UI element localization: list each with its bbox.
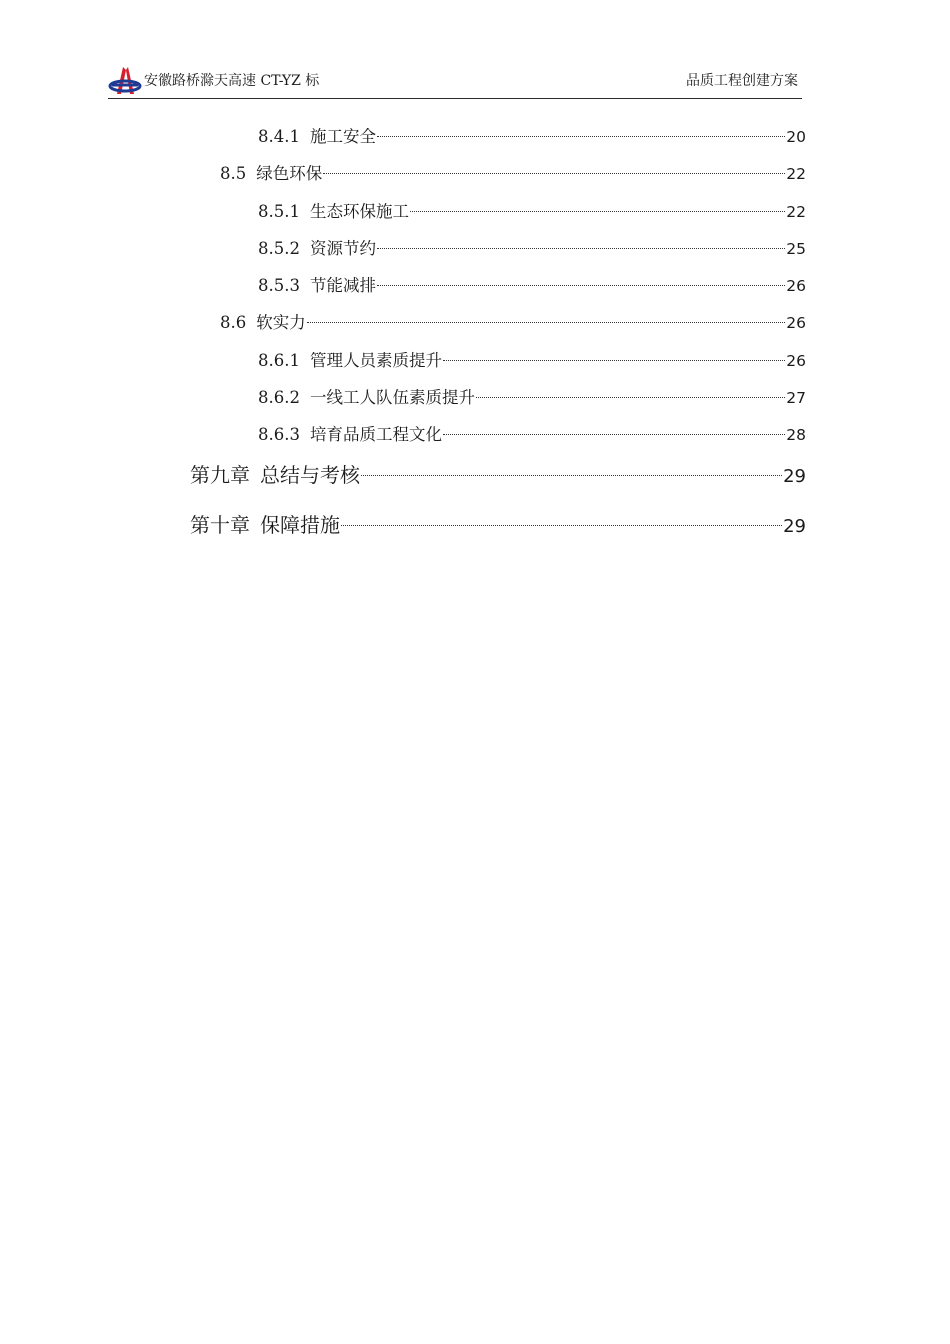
toc-entry-page: 20 (786, 127, 806, 146)
toc-leader-dots (377, 121, 785, 142)
toc-entry-page: 22 (786, 164, 806, 183)
toc-entry-number: 8.5.2 (258, 238, 300, 258)
toc-entry-8-4-1[interactable] (258, 121, 806, 147)
toc-leader-dots (476, 382, 785, 403)
toc-leader-dots (307, 307, 786, 328)
toc-entry-number: 8.6 (220, 312, 247, 332)
page-header (108, 62, 802, 99)
toc-entry-8-6[interactable] (220, 307, 806, 333)
toc-entry-title: 管理人员素质提升 (309, 350, 442, 370)
toc-entry-number: 8.5 (220, 163, 247, 183)
toc-entry-chapter-10[interactable] (190, 507, 806, 538)
toc-entry-number: 8.6.1 (258, 350, 300, 370)
toc-entry-8-5-1[interactable] (258, 196, 806, 222)
toc-entry-title: 一线工人队伍素质提升 (309, 387, 475, 407)
toc-leader-dots (323, 158, 785, 179)
toc-entry-number: 8.4.1 (258, 126, 300, 146)
toc-leader-dots (341, 507, 782, 532)
toc-entry-8-5-3[interactable] (258, 270, 806, 296)
toc-leader-dots (361, 457, 782, 482)
toc-entry-number: 8.5.1 (258, 201, 300, 221)
toc-entry-page: 27 (786, 388, 806, 407)
toc-entry-title: 节能减排 (309, 275, 376, 295)
toc-entry-8-5-2[interactable] (258, 233, 806, 259)
toc-leader-dots (377, 270, 785, 291)
toc-entry-number: 第十章 (190, 513, 250, 537)
toc-entry-number: 8.6.3 (258, 424, 300, 444)
toc-entry-title: 绿色环保 (256, 163, 323, 183)
toc-entry-page: 25 (786, 239, 806, 258)
toc-entry-page: 26 (786, 351, 806, 370)
toc-entry-chapter-9[interactable] (190, 457, 806, 488)
toc-entry-number: 8.6.2 (258, 387, 300, 407)
toc-entry-title: 总结与考核 (260, 463, 360, 487)
toc-leader-dots (377, 233, 785, 254)
toc-entry-8-6-1[interactable] (258, 345, 806, 371)
toc-entry-page: 28 (786, 425, 806, 444)
toc-entry-page: 26 (786, 313, 806, 332)
toc-entry-title: 施工安全 (309, 126, 376, 146)
toc-entry-8-6-3[interactable] (258, 419, 806, 445)
toc-entry-title: 资源节约 (309, 238, 376, 258)
toc-leader-dots (443, 345, 785, 366)
toc-entry-8-6-2[interactable] (258, 382, 806, 408)
toc-entry-title: 培育品质工程文化 (309, 424, 442, 444)
toc-leader-dots (410, 196, 785, 217)
toc-entry-8-5[interactable] (220, 158, 806, 184)
toc-entry-number: 第九章 (190, 463, 250, 487)
header-document-title: 品质工程创建方案 (686, 73, 798, 89)
toc-entry-page: 22 (786, 202, 806, 221)
toc-entry-page: 26 (786, 276, 806, 295)
company-logo-icon (108, 64, 142, 98)
toc-entry-page: 29 (783, 466, 806, 487)
toc-entry-title: 保障措施 (260, 513, 340, 537)
toc-entry-title: 软实力 (256, 312, 306, 332)
toc-entry-title: 生态环保施工 (309, 201, 409, 221)
toc-entry-number: 8.5.3 (258, 275, 300, 295)
header-project-name: 安徽路桥滁天高速 CT-YZ 标 (144, 73, 320, 89)
toc-entry-page: 29 (783, 516, 806, 537)
toc-leader-dots (443, 419, 785, 440)
